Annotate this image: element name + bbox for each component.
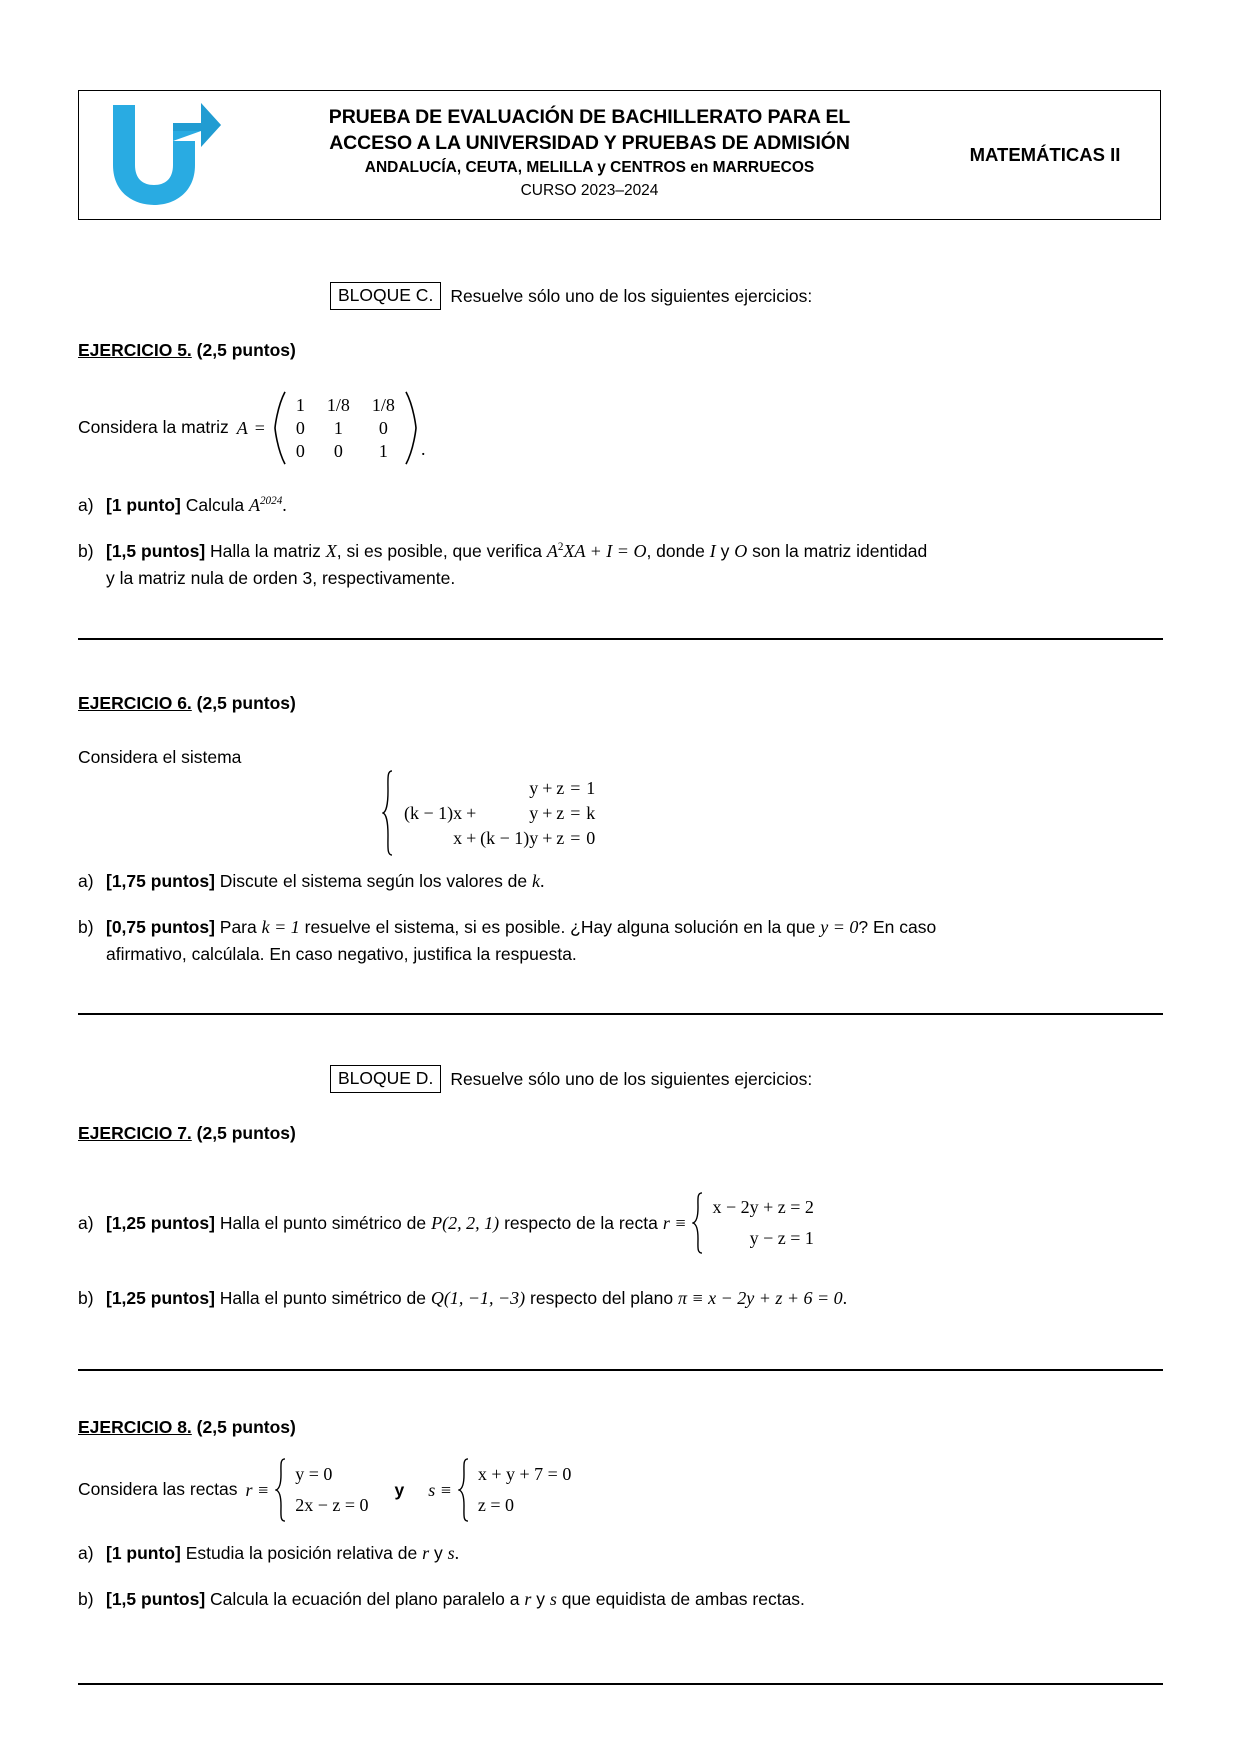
matrix-cell-2-0: 0 <box>295 440 305 461</box>
exercise-5-equation-base: A <box>546 541 558 561</box>
exercise-7-point-q: Q(1, −1, −3) <box>430 1288 526 1308</box>
exercise-7-plane-equation: π ≡ x − 2y + z + 6 = 0 <box>677 1288 843 1308</box>
exercise-8-item-a-points: [1 punto] <box>106 1543 181 1563</box>
exercise-8-item-a-period: . <box>454 1543 460 1563</box>
exercise-5-name: EJERCICIO 5. <box>78 340 192 360</box>
separator-after-exercise-5 <box>78 638 1163 640</box>
system-row-1-term-3: z <box>556 802 565 823</box>
matrix-trailing-period: . <box>420 439 426 459</box>
exercise-6-var-k: k <box>532 871 541 891</box>
exercise-6-name: EJERCICIO 6. <box>78 693 192 713</box>
exercise-8-item-a-body <box>106 1540 1078 1567</box>
exercise-8-item-b-conj: y <box>536 1589 545 1609</box>
exercise-5-equation <box>547 541 647 561</box>
exercise-7-item-a-text-2: respecto de la recta <box>504 1212 658 1233</box>
system-row-2-term-3: z <box>556 827 565 848</box>
exercise-7-item-b-points: [1,25 puntos] <box>106 1288 215 1308</box>
exercise-8-item-a-conj: y <box>434 1543 443 1563</box>
bloque-c-tag: BLOQUE C. <box>330 282 441 310</box>
exercise-6-item-a-points: [1,75 puntos] <box>106 871 215 891</box>
bloque-c-row <box>330 282 812 310</box>
line-r-equation-1: x − 2y + z = 2 <box>712 1196 814 1217</box>
matrix-cell-2-2: 1 <box>378 440 388 461</box>
exercise-5-equation-exponent: 2 <box>557 541 564 553</box>
exercise-8-line-r-equations <box>287 1459 368 1522</box>
exercise-5-item-a-expression <box>249 495 282 515</box>
system-row-0-equals: = <box>570 777 581 798</box>
bloque-c-instruction: Resuelve sólo uno de los siguientes ejercicios: <box>450 285 813 306</box>
line-r-brace-icon <box>275 1458 287 1522</box>
bloque-d-instruction: Resuelve sólo uno de los siguientes ejercicios: <box>450 1068 813 1089</box>
exercise-8-line-r-label: r ≡ <box>245 1479 270 1500</box>
system-rows <box>394 778 595 849</box>
matrix-a <box>272 390 419 466</box>
exercise-7-item-a-body <box>106 1192 1088 1254</box>
exercise-6-system <box>382 770 595 856</box>
exercise-7-name: EJERCICIO 7. <box>78 1123 192 1143</box>
matrix-cell-0-0: 1 <box>295 394 305 415</box>
matrix-variable-a: A <box>236 417 248 438</box>
system-row-1-op-1: + <box>466 802 477 823</box>
exercise-5-item-a-period: . <box>282 495 287 515</box>
bloque-d-tag: BLOQUE D. <box>330 1065 441 1093</box>
exercise-6-item-a-period: . <box>540 871 545 891</box>
exercise-6-heading <box>78 693 296 714</box>
subject-title: MATEMÁTICAS II <box>969 144 1121 165</box>
matrix-cell-1-0: 0 <box>295 417 305 438</box>
exercise-8-item-a <box>78 1540 1078 1567</box>
exam-header <box>78 90 1161 220</box>
exercise-8-item-b <box>78 1586 1088 1613</box>
exercise-5-var-x: X <box>325 541 337 561</box>
exercise-8-line-s-equation-1: x + y + 7 = 0 <box>477 1463 572 1484</box>
exercise-7-heading <box>78 1123 296 1144</box>
exercise-8-item-a-var-r: r <box>422 1543 430 1563</box>
exercise-6-item-b-marker: b) <box>78 917 94 937</box>
exercise-5-var-i: I <box>709 541 716 561</box>
exercise-5-item-b-points: [1,5 puntos] <box>106 541 206 561</box>
exercise-8-item-b-points: [1,5 puntos] <box>106 1589 206 1609</box>
header-title-line-1: PRUEBA DE EVALUACIÓN DE BACHILLERATO PARA EL <box>328 106 851 129</box>
exercise-5-points: (2,5 puntos) <box>196 340 296 360</box>
exercise-6-item-b-text-2: resuelve el sistema, si es posible. ¿Hay alguna solución en la que <box>304 917 816 937</box>
header-title-block <box>249 91 930 219</box>
matrix-equals-sign: = <box>254 417 265 438</box>
exercise-7-item-a-points: [1,25 puntos] <box>106 1212 215 1233</box>
exercise-8-conjunction: y <box>394 1479 405 1500</box>
exercise-8-line-s-label: s ≡ <box>428 1479 452 1500</box>
matrix-cell-1-1: 1 <box>333 417 343 438</box>
exercise-7-item-b-body <box>106 1285 1088 1312</box>
university-logo-icon <box>105 101 223 209</box>
exercise-5-item-a-marker: a) <box>78 495 94 515</box>
exercise-7-item-b-marker: b) <box>78 1288 94 1308</box>
exercise-6-item-a <box>78 868 1078 895</box>
exercise-7-point-p: P(2, 2, 1) <box>431 1212 500 1233</box>
exercise-5-item-b <box>78 538 1088 591</box>
exercise-8-item-a-marker: a) <box>78 1543 94 1563</box>
line-s-brace-icon <box>458 1458 470 1522</box>
system-row-2-term-1: x <box>453 827 463 848</box>
matrix-cell-0-1: 1/8 <box>326 394 350 415</box>
exercise-5-var-o: O <box>734 541 748 561</box>
exercise-5-item-b-text-5: son la matriz identidad <box>752 541 928 561</box>
system-row-1-rhs: k <box>586 802 596 823</box>
exercise-8-item-b-text-1: Calcula la ecuación del plano paralelo a <box>210 1589 520 1609</box>
separator-after-exercise-7 <box>78 1369 1163 1371</box>
exercise-5-intro: Considera la matriz <box>78 417 229 438</box>
exercise-7-item-a-text-1: Halla el punto simétrico de <box>219 1212 427 1233</box>
system-row-0-term-2: y <box>529 777 539 798</box>
system-row-1-op-2: + <box>542 802 553 823</box>
exercise-8-item-b-text-3: que equidista de ambas rectas. <box>561 1589 805 1609</box>
separator-after-exercise-8 <box>78 1683 1163 1685</box>
exercise-5-expr-base: A <box>248 495 260 515</box>
exercise-6-item-b-points: [0,75 puntos] <box>106 917 215 937</box>
system-row-2-rhs: 0 <box>586 827 596 848</box>
exercise-8-line-s-equations <box>470 1459 571 1522</box>
exercise-8-line-s-equation-2: z = 0 <box>477 1495 515 1515</box>
system-row-1-term-2: y <box>529 802 539 823</box>
exercise-7-item-a <box>78 1192 1088 1254</box>
exercise-8-line-r-system <box>275 1458 368 1522</box>
exercise-7-line-r-system <box>692 1192 813 1254</box>
exercise-8-line-s-system <box>458 1458 571 1522</box>
exercise-7-line-r-label: r ≡ <box>662 1212 687 1233</box>
exercise-5-item-a <box>78 492 1078 519</box>
system-row-2-op-1: + <box>466 827 477 848</box>
exercise-8-item-b-var-r: r <box>524 1589 532 1609</box>
matrix-left-paren-icon <box>272 390 286 466</box>
exercise-6-intro: Considera el sistema <box>78 747 242 767</box>
exercise-5-item-a-text: Calcula <box>185 495 245 515</box>
exercise-5-item-b-text-1: Halla la matriz <box>210 541 321 561</box>
exercise-8-heading <box>78 1417 296 1438</box>
bloque-d-row <box>330 1065 812 1093</box>
exercise-8-line-r-equation-1: y = 0 <box>295 1463 333 1484</box>
exercise-5-equation-rest: XA + I = O <box>563 541 647 561</box>
matrix-cell-0-2: 1/8 <box>371 394 395 415</box>
system-row-1-term-1: (k − 1)x <box>404 802 463 823</box>
exercise-8-lines-row <box>78 1458 571 1522</box>
exercise-5-item-a-points: [1 punto] <box>106 495 181 515</box>
exercise-5-item-b-text-2: , si es posible, que verifica <box>336 541 543 561</box>
exercise-5-expr-exponent: 2024 <box>259 495 283 507</box>
exercise-8-points: (2,5 puntos) <box>196 1417 296 1437</box>
header-title-line-2: ACCESO A LA UNIVERSIDAD Y PRUEBAS DE ADMISIÓN <box>329 132 850 155</box>
matrix-right-paren-icon <box>405 390 419 466</box>
line-r-brace-icon <box>692 1192 704 1254</box>
system-row-2-equals: = <box>570 827 581 848</box>
system-row-0-rhs: 1 <box>586 777 596 798</box>
exercise-8-item-b-marker: b) <box>78 1589 94 1609</box>
system-row-0-op-2: + <box>542 777 553 798</box>
exercise-7-item-b-text-1: Halla el punto simétrico de <box>219 1288 426 1308</box>
header-course-line: CURSO 2023–2024 <box>520 182 659 200</box>
exercise-5-item-b-text-3: , donde <box>646 541 705 561</box>
header-region-line: ANDALUCÍA, CEUTA, MELILLA y CENTROS en MARRUECOS <box>364 158 815 176</box>
exercise-7-item-b <box>78 1285 1088 1312</box>
exercise-8-name: EJERCICIO 8. <box>78 1417 192 1437</box>
matrix-cell-2-1: 0 <box>333 440 343 461</box>
matrix-values <box>286 393 405 464</box>
exercise-7-item-b-period: . <box>842 1288 848 1308</box>
exercise-6-item-a-marker: a) <box>78 871 94 891</box>
exercise-6-item-b-line-2: afirmativo, calcúlala. En caso negativo, justifica la respuesta. <box>106 944 577 964</box>
system-row-2-op-2: + <box>542 827 553 848</box>
line-r-equations <box>704 1192 813 1255</box>
subject-cell <box>930 91 1160 219</box>
exercise-8-item-a-text-1: Estudia la posición relativa de <box>185 1543 418 1563</box>
exercise-6-item-b-text-1: Para <box>219 917 257 937</box>
exercise-6-item-a-body <box>106 868 1078 895</box>
separator-after-exercise-6 <box>78 1013 1163 1015</box>
exercise-5-heading <box>78 340 296 361</box>
exercise-7-item-a-marker: a) <box>78 1212 94 1233</box>
exercise-8-line-r-equation-2: 2x − z = 0 <box>295 1495 369 1515</box>
line-r-equation-2: y − z = 1 <box>749 1228 814 1248</box>
system-row-2-term-2: (k − 1)y <box>480 827 539 848</box>
exercise-8-item-b-var-s: s <box>549 1589 557 1609</box>
system-row-0-term-3: z <box>556 777 565 798</box>
exercise-5-item-a-body <box>106 492 1078 519</box>
exercise-5-matrix-row <box>78 390 425 466</box>
exercise-6-points: (2,5 puntos) <box>196 693 296 713</box>
exercise-7-points: (2,5 puntos) <box>196 1123 296 1143</box>
exercise-6-item-b <box>78 914 1088 967</box>
exercise-6-item-a-text: Discute el sistema según los valores de <box>219 871 528 891</box>
exercise-5-item-b-line-2: y la matriz nula de orden 3, respectivamente. <box>106 568 456 588</box>
system-row-1-equals: = <box>570 802 581 823</box>
exercise-6-condition-k: k = 1 <box>261 917 300 937</box>
matrix-cell-1-2: 0 <box>378 417 388 438</box>
exercise-5-item-b-conj: y <box>720 541 730 561</box>
exercise-8-item-a-var-s: s <box>447 1543 455 1563</box>
logo-cell <box>79 91 249 219</box>
exercise-8-intro: Considera las rectas <box>78 1479 238 1500</box>
exercise-5-item-b-marker: b) <box>78 541 94 561</box>
exercise-6-item-b-text-3: ? En caso <box>858 917 937 937</box>
exercise-5-item-b-body <box>106 538 1088 591</box>
exercise-6-item-b-body <box>106 914 1088 967</box>
system-brace-icon <box>382 770 394 856</box>
exercise-6-condition-y: y = 0 <box>820 917 859 937</box>
exercise-8-item-b-body <box>106 1586 1088 1613</box>
exercise-7-item-b-text-2: respecto del plano <box>530 1288 674 1308</box>
